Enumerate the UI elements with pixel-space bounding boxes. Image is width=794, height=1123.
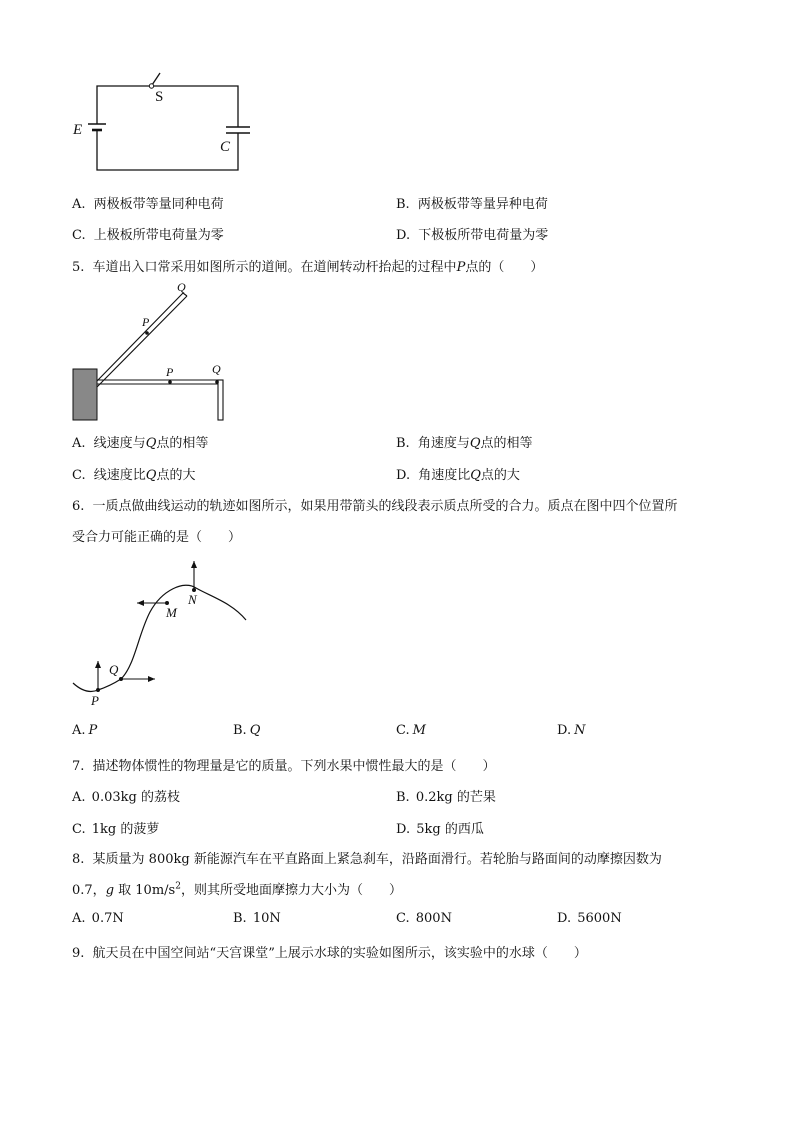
circuit-wire-right-bottom xyxy=(97,133,238,170)
q4-option-d: D. 下极板所带电荷量为零 xyxy=(396,228,549,243)
circuit-wire-top-right xyxy=(154,86,238,127)
q6-stem-line2: 受合力可能正确的是（ ） xyxy=(72,530,242,545)
switch-pivot xyxy=(149,84,153,88)
capacitor-label: C xyxy=(220,139,231,155)
q7-option-a: A. 0.03kg 的荔枝 xyxy=(72,790,180,805)
q5-stem: 5. 车道出入口常采用如图所示的道闸。在道闸转动杆抬起的过程中P点的（ ） xyxy=(72,260,544,275)
q6-number: 6. xyxy=(72,499,85,514)
switch-label: S xyxy=(155,89,164,105)
q8-option-d: D. 5600N xyxy=(557,911,622,926)
q8-option-b: B. 10N xyxy=(233,911,281,926)
q6-stem-line1: 6. 一质点做曲线运动的轨迹如图所示，如果用带箭头的线段表示质点所受的合力。质点在图中四个位置所 xyxy=(72,499,678,514)
label-q-horizontal: Q xyxy=(212,362,221,376)
label-p-raised: P xyxy=(142,315,150,329)
gate-support xyxy=(218,380,223,420)
q6-option-a: A. P xyxy=(72,723,98,738)
q5-option-d: D. 角速度比Q点的大 xyxy=(396,468,520,483)
label-q: Q xyxy=(109,662,119,677)
q5-option-b: B. 角速度与Q点的相等 xyxy=(396,436,533,451)
q4-option-c: C. 上极板所带电荷量为零 xyxy=(72,228,224,243)
q6-option-d: D. N xyxy=(557,723,586,738)
q7-number: 7. xyxy=(72,759,85,774)
q8-stem-line1: 8. 某质量为 800kg 新能源汽车在平直路面上紧急刹车，沿路面滑行。若轮胎与路面间的动摩擦因数为 xyxy=(72,852,662,867)
q8-option-a: A. 0.7N xyxy=(72,911,124,926)
q8-stem-line2: 0.7，g 取 $10m/s^2$，则其所受地面摩擦力大小为（ ） xyxy=(72,881,402,898)
circuit-diagram xyxy=(60,60,270,185)
switch-blade xyxy=(152,73,160,85)
q4-option-b: B. 两极板带等量异种电荷 xyxy=(396,197,548,212)
label-p-horizontal: P xyxy=(166,365,174,379)
q8-option-c: C. 800N xyxy=(396,911,452,926)
point-p-raised xyxy=(145,331,149,335)
curve-motion-figure xyxy=(70,555,255,710)
trajectory-curve xyxy=(73,585,246,691)
q4-option-a: A. 两极板带等量同种电荷 xyxy=(72,197,224,212)
q7-option-b: B. 0.2kg 的芒果 xyxy=(396,790,496,805)
barrier-gate-figure xyxy=(70,280,230,425)
q5-number: 5. xyxy=(72,260,85,275)
point-p-horizontal xyxy=(168,380,172,384)
point-q-horizontal xyxy=(215,380,219,384)
q7-option-c: C. 1kg 的菠萝 xyxy=(72,822,160,837)
q9-stem: 9. 航天员在中国空间站“天宫课堂”上展示水球的实验如图所示，该实验中的水球（ ） xyxy=(72,946,587,961)
q5-option-c: C. 线速度比Q点的大 xyxy=(72,468,196,483)
q7-option-d: D. 5kg 的西瓜 xyxy=(396,822,484,837)
label-n: N xyxy=(188,592,197,607)
q6-option-b: B. Q xyxy=(233,723,261,738)
emf-label: E xyxy=(73,122,83,138)
q5-option-a: A. 线速度与Q点的相等 xyxy=(72,436,209,451)
circuit-wire-top-left xyxy=(97,86,150,118)
q6-option-c: C. M xyxy=(396,723,426,738)
label-m: M xyxy=(166,605,177,620)
q8-number: 8. xyxy=(72,852,85,867)
label-q-raised: Q xyxy=(177,280,186,294)
q9-number: 9. xyxy=(72,946,85,961)
label-p: P xyxy=(91,693,99,708)
q7-stem: 7. 描述物体惯性的物理量是它的质量。下列水果中惯性最大的是（ ） xyxy=(72,759,496,774)
gate-post xyxy=(73,369,97,420)
